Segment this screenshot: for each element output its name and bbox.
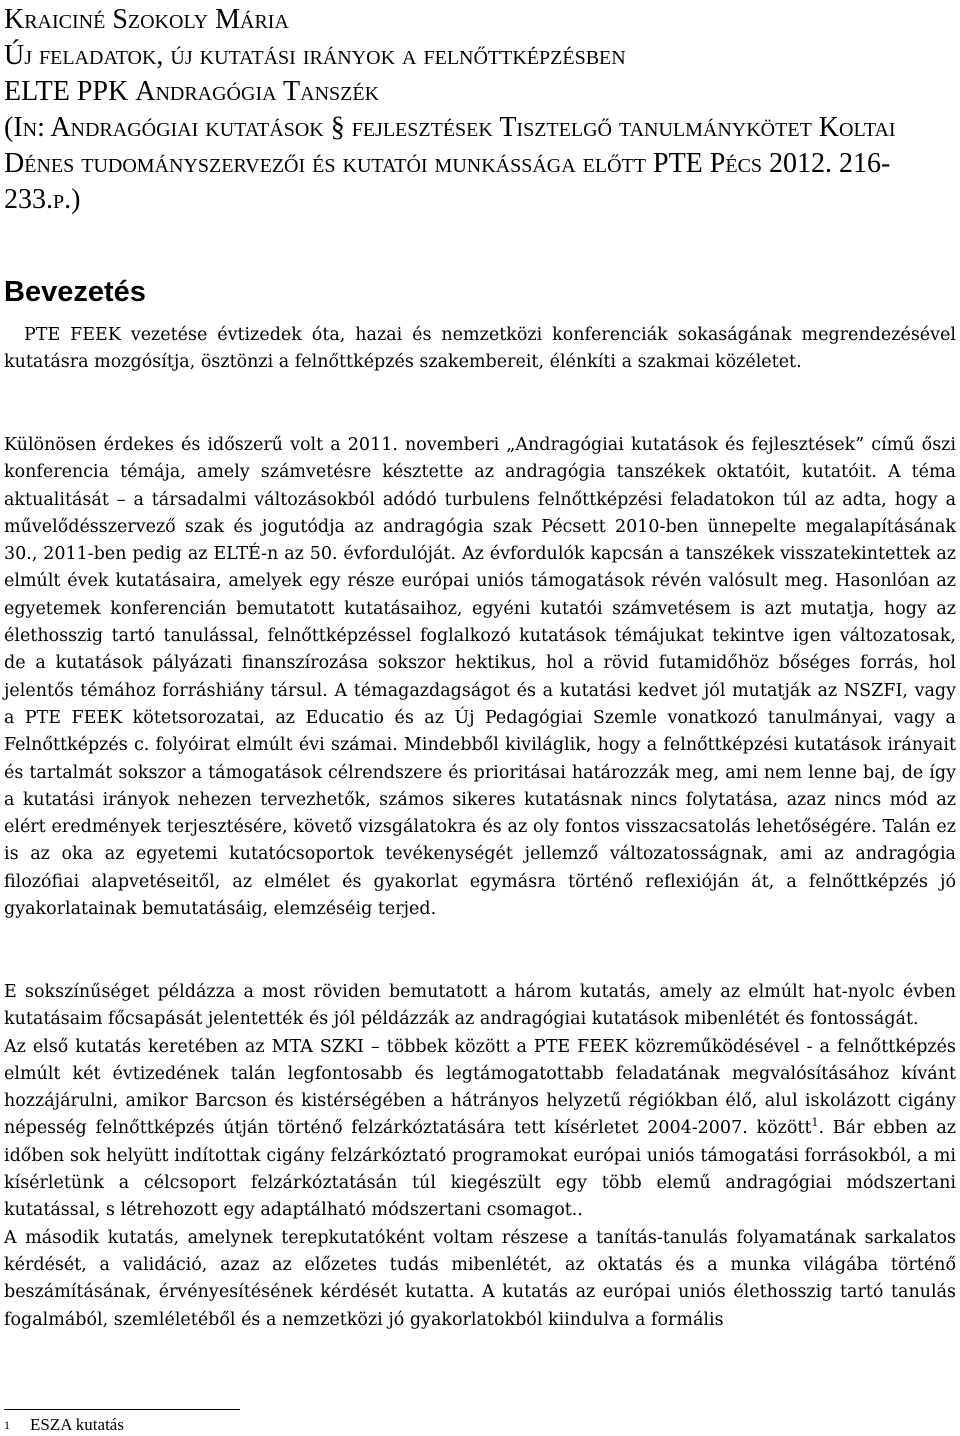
paragraph-4 xyxy=(4,1034,956,1225)
footnote-number: 1 xyxy=(4,1418,10,1432)
affiliation-department: Andragógia Tanszék xyxy=(135,76,380,107)
footnote-reference[interactable]: 1 xyxy=(811,1116,819,1130)
research-paragraph-block xyxy=(4,979,956,1334)
citation-part-f: p. xyxy=(53,184,72,215)
section-symbol: § xyxy=(330,112,345,143)
paragraph-4-part-a: Az első kutatás keretében az MTA SZKI – többek között a PTE FEEK közreműködésével - a felnőttképzés elmúlt két évtizedének talán legfontosabb és legtámogatottabb feladatának megvalósításához kívánt hozzájárulni, amikor Barcson és kistérségében a hátrányos helyzetű régiókban élő, alul iskolázott cigány népesség felnőttképzés útján történő felzárkóztatására tett kísérletet 2004-2007. között xyxy=(4,1036,956,1139)
main-paragraph-block xyxy=(4,432,956,923)
paper-title: Új feladatok, új kutatási irányok a felnőttképzésben xyxy=(4,40,626,71)
citation-part-g: ) xyxy=(71,184,81,215)
section-title: Bevezetés xyxy=(4,276,146,308)
citation-part-b: fejlesztések Tisztelgő tanulmánykötet Koltai Dénes tudományszervezői és kutatói munkássága előtt xyxy=(4,112,896,179)
paragraph-4-part-b: . Bár ebben az időben sok helyütt indítottak cigány felzárkóztató programokat európai uniós támogatási forrásokból, a mi kísérletünk a célcsoport felzárkóztatásán túl kiegészült egy több elemű andragógiai módszertani kutatással, s létrehozott egy adaptálható módszertani csomagot.. xyxy=(4,1118,956,1221)
paragraph-5: A második kutatás, amelynek terepkutatóként voltam részese a tanítás-tanulás folyamatának sarkalatos kérdését, a validáció, azaz az előzetes tudás mibenlétét, az oktatás és a munka világába történő beszámításának, érvényesítésének kérdését kutatta. A kutatás az európai uniós élethosszig tartó tanulás fogalmából, szemléletéből és a nemzetközi jó gyakorlatokból kiindulva a formális xyxy=(4,1227,956,1330)
paragraph-1: PTE FEEK vezetése évtizedek óta, hazai és nemzetközi konferenciák sokaságának megrendezésével kutatásra mozgósítja, ösztönzi a felnőttképzés szakembereit, élénkíti a szakmai közéletet. xyxy=(4,325,956,373)
affiliation-main: ELTE PPK xyxy=(4,76,136,107)
author-name: Kraiciné Szokoly Mária xyxy=(4,4,289,35)
affiliation xyxy=(4,74,956,110)
citation-part-d: écs xyxy=(725,148,763,179)
citation-part-c: PTE P xyxy=(653,148,726,179)
citation-part-e: 2012. 216-233. xyxy=(4,148,891,215)
footnote xyxy=(4,1414,124,1436)
footnote-divider xyxy=(4,1409,240,1410)
intro-paragraph-block xyxy=(4,322,956,377)
paragraph-3: E sokszínűséget példázza a most röviden bemutatott a három kutatás, amely az elmúlt hat-nyolc évben kutatásaim főcsapását jelentették és jól példázzák az andragógiai kutatások mibenlétét és fontosságát. xyxy=(4,982,956,1030)
citation-part-a: (In: Andragógiai kutatások xyxy=(4,112,331,143)
paragraph-2: Különösen érdekes és időszerű volt a 2011. novemberi „Andragógiai kutatások és fejlesztések” című őszi konferencia témája, amely számvetésre késztette az andragógia tanszékek oktatóit, kutatóit. A téma aktualitását – a társadalmi változásokból adódó turbulens felnőttképzési feladatokon túl az adta, hogy a művelődésszervező szak és jogutódja az andragógia szak Pécsett 2010-ben ünnepelte megalapításának 30., 2011-ben pedig az ELTÉ-n az 50. évfordulóját. Az évfordulók kapcsán a tanszékek visszatekintettek az elmúlt évek kutatásaira, amelyek egy része európai uniós támogatások révén valósult meg. Hasonlóan az egyetemek konferencián bemutatott kutatásaihoz, egyéni kutatói számvetésem is azt mutatja, hogy az élethosszig tartó tanulással, felnőttképzéssel foglalkozó kutatások témájukat tekintve igen változatosak, de a kutatások pályázati finanszírozása sokszor hektikus, hol a rövid futamidőhöz bőséges forrás, hol jelentős témához forráshiány társul. A témagazdagságot és a kutatási kedvet jól mutatják az NSZFI, vagy a PTE FEEK kötetsorozatai, az Educatio és az Új Pedagógiai Szemle vonatkozó tanulmányai, vagy a Felnőttképzés c. folyóirat elmúlt évi számai. Mindebből kiviláglik, hogy a felnőttképzési kutatások irányait és tartalmát sokszor a támogatások célrendszere és prioritásai határozzák meg, ami nem lenne baj, de így a kutatási irányok nehezen tervezhetők, számos sikeres kutatásnak nincs folytatása, azaz nincs mód az elért eredmények terjesztésére, követő vizsgálatokra és az oly fontos visszacsatolás lehetőségére. Talán ez is az oka az egyetemi kutatócsoportok tevékenységét jellemző változatosságnak, ami az andragógia filozófiai alapvetéseitől, az elmélet és gyakorlat egymásra történő reflexióján át, a felnőttképzés jó gyakorlatainak bemutatásáig, elemzéséig terjed. xyxy=(4,435,956,920)
footnote-text: ESZA kutatás xyxy=(30,1415,124,1434)
document-header xyxy=(4,2,956,218)
source-citation xyxy=(4,110,956,218)
